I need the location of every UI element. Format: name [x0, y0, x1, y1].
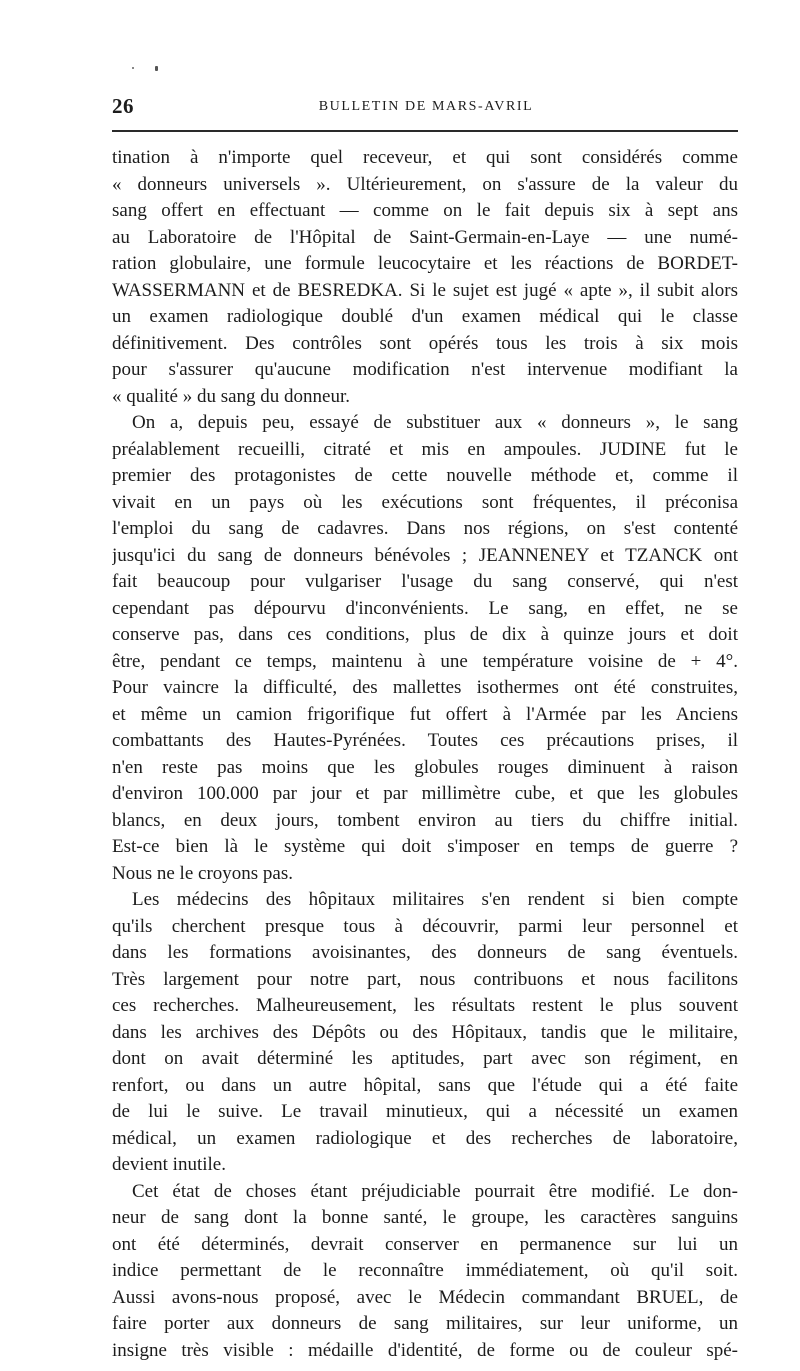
- text-line: insigne très visible : médaille d'identité, de forme ou de couleur spé-: [112, 1339, 738, 1361]
- text-line: fait beaucoup pour vulgariser l'usage du sang conservé, qui n'est: [112, 571, 738, 592]
- print-speck: [155, 66, 158, 71]
- text-line: d'environ 100.000 par jour et par millimètre cube, et que les globules: [112, 783, 738, 804]
- text-line: On a, depuis peu, essayé de substituer aux « donneurs », le sang: [132, 412, 738, 433]
- text-line: et même un camion frigorifique fut offert à l'Armée par les Anciens: [112, 703, 738, 725]
- text-line: au Laboratoire de l'Hôpital de Saint-Germain-en-Laye — une numé-: [112, 226, 738, 248]
- text-line: « donneurs universels ». Ultérieurement, on s'assure de la valeur du: [112, 173, 738, 195]
- text-line: Aussi avons-nous proposé, avec le Médecin commandant BRUEL, de: [112, 1286, 738, 1308]
- text-line: ration globulaire, une formule leucocytaire et les réactions de BORDET-: [112, 253, 738, 274]
- text-line: combattants des Hautes-Pyrénées. Toutes ces précautions prises, il: [112, 730, 738, 751]
- text-line: de lui le suive. Le travail minutieux, qui a nécessité un examen: [112, 1101, 738, 1122]
- text-line: neur de sang dont la bonne santé, le groupe, les caractères sanguins: [112, 1207, 738, 1228]
- print-speck: [132, 67, 134, 69]
- text-line: Cet état de choses étant préjudiciable pourrait être modifié. Le don-: [132, 1180, 738, 1202]
- page-header: [112, 94, 740, 122]
- text-line: premier des protagonistes de cette nouvelle méthode et, comme il: [112, 465, 738, 486]
- text-line: Les médecins des hôpitaux militaires s'en rendent si bien compte: [132, 889, 738, 910]
- text-line: être, pendant ce temps, maintenu à une température voisine de + 4°.: [112, 650, 738, 672]
- text-line: préalablement recueilli, citraté et mis en ampoules. JUDINE fut le: [112, 438, 738, 460]
- text-line: jusqu'ici du sang de donneurs bénévoles ; JEANNENEY et TZANCK ont: [112, 544, 738, 566]
- text-line: un examen radiologique doublé d'un examen médical qui le classe: [112, 306, 738, 327]
- text-line: indice permettant de le reconnaître immédiatement, où qu'il soit.: [112, 1260, 738, 1281]
- text-line: Très largement pour notre part, nous contribuons et nous facilitons: [112, 968, 738, 990]
- text-line: qu'ils cherchent presque tous à découvrir, parmi leur personnel et: [112, 915, 738, 937]
- text-line: Pour vaincre la difficulté, des mallettes isothermes ont été construites,: [112, 677, 738, 698]
- text-line: dont on avait déterminé les aptitudes, part avec son régiment, en: [112, 1048, 738, 1069]
- text-line: vivait en un pays où les exécutions sont fréquentes, il préconisa: [112, 491, 738, 513]
- text-line: n'en reste pas moins que les globules rouges diminuent à raison: [112, 756, 738, 778]
- text-line: médical, un examen radiologique et des recherches de laboratoire,: [112, 1127, 738, 1149]
- text-line: Nous ne le croyons pas.: [112, 862, 293, 884]
- text-line: devient inutile.: [112, 1154, 226, 1175]
- text-line: dans les archives des Dépôts ou des Hôpitaux, tandis que le militaire,: [112, 1021, 738, 1043]
- text-line: Est-ce bien là le système qui doit s'imposer en temps de guerre ?: [112, 836, 738, 857]
- text-line: définitivement. Des contrôles sont opérés tous les trois à six mois: [112, 332, 738, 354]
- page-number: 26: [112, 94, 134, 118]
- text-line: WASSERMANN et de BESREDKA. Si le sujet est jugé « apte », il subit alors: [112, 279, 738, 301]
- text-line: l'emploi du sang de cadavres. Dans nos régions, on s'est contenté: [112, 518, 738, 539]
- text-line: blancs, en deux jours, tombent environ au tiers du chiffre initial.: [112, 809, 738, 831]
- body-text: [112, 145, 738, 1364]
- running-head: BULLETIN DE MARS-AVRIL: [318, 99, 534, 114]
- text-line: cependant pas dépourvu d'inconvénients. Le sang, en effet, ne se: [112, 597, 738, 619]
- text-line: conserve pas, dans ces conditions, plus de dix à quinze jours et doit: [112, 624, 738, 645]
- text-line: sang offert en effectuant — comme on le fait depuis six à sept ans: [112, 200, 738, 221]
- header-rule: [112, 130, 738, 132]
- text-line: renfort, ou dans un autre hôpital, sans que l'étude qui a été faite: [112, 1074, 738, 1096]
- text-line: faire porter aux donneurs de sang militaires, sur leur uniforme, un: [112, 1313, 738, 1334]
- text-line: ont été déterminés, devrait conserver en permanence sur lui un: [112, 1233, 738, 1255]
- text-line: tination à n'importe quel receveur, et qui sont considérés comme: [112, 147, 738, 168]
- text-line: « qualité » du sang du donneur.: [112, 385, 350, 407]
- text-line: dans les formations avoisinantes, des donneurs de sang éventuels.: [112, 942, 738, 963]
- text-line: ces recherches. Malheureusement, les résultats restent le plus souvent: [112, 995, 738, 1016]
- text-line: pour s'assurer qu'aucune modification n'est intervenue modifiant la: [112, 359, 738, 380]
